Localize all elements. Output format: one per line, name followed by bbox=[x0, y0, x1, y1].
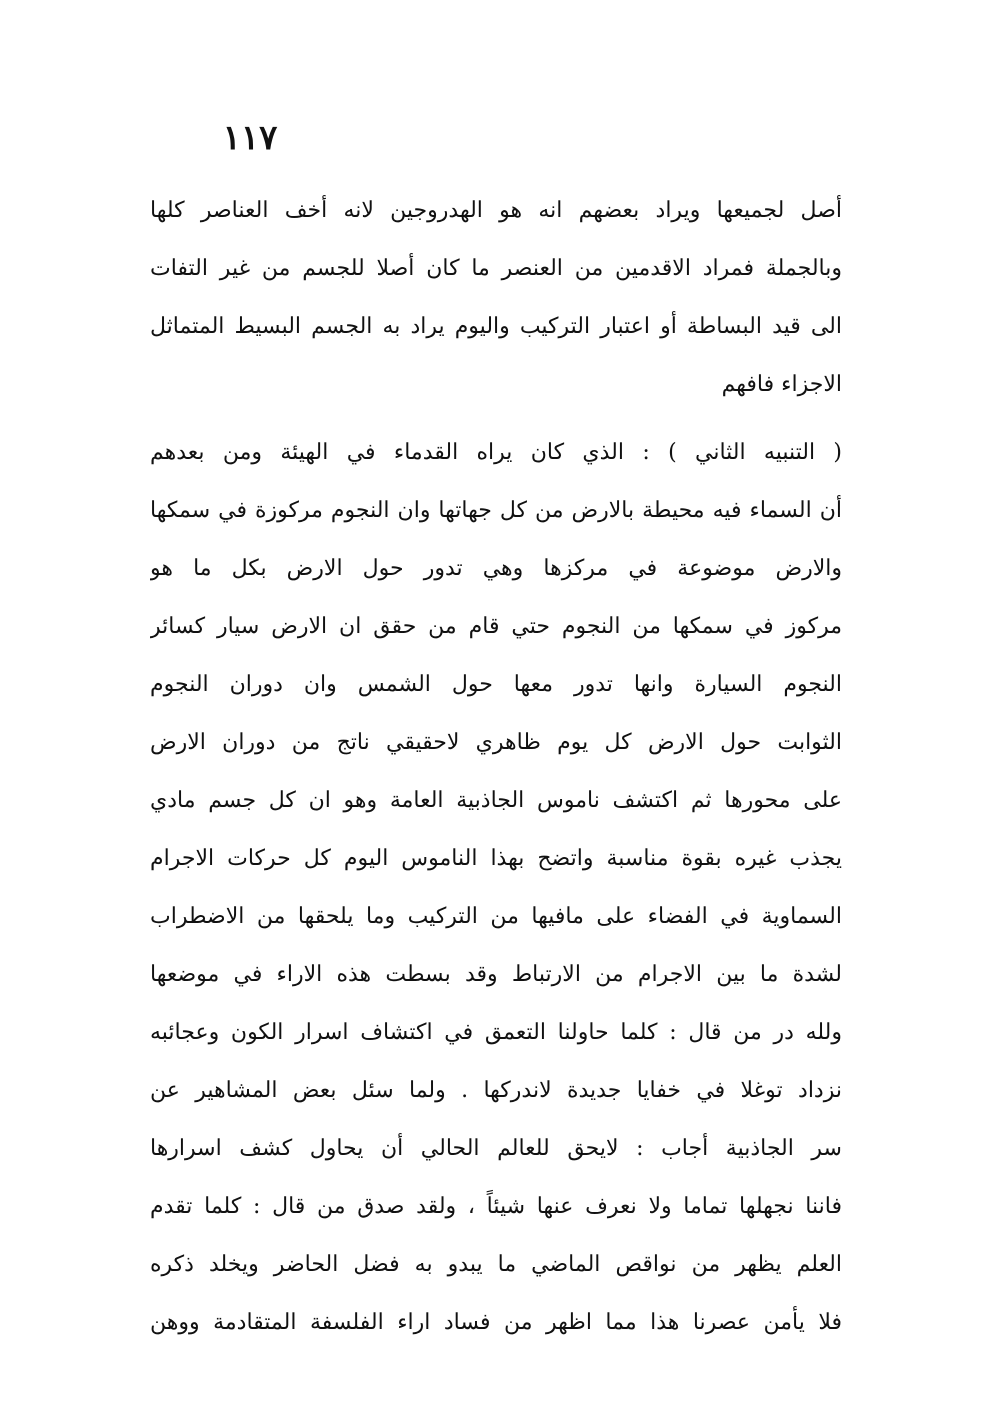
text-line: على محورها ثم اكتشف ناموس الجاذبية العامة وهو ان كل جسم مادي bbox=[150, 788, 842, 813]
text-line: والارض موضوعة في مركزها وهي تدور حول الارض بكل ما هو bbox=[150, 556, 842, 581]
text-line: الى قيد البساطة أو اعتبار التركيب واليوم يراد به الجسم البسيط المتماثل bbox=[150, 314, 842, 339]
paragraph-1 bbox=[150, 182, 842, 414]
paragraph-2 bbox=[150, 424, 842, 1352]
text-line: يجذب غيره بقوة مناسبة واتضح بهذا الناموس اليوم كل حركات الاجرام bbox=[150, 846, 842, 871]
text-line: أصل لجميعها ويراد بعضهم انه هو الهدروجين لانه أخف العناصر كلها bbox=[150, 198, 842, 223]
page-number: ١١٧ bbox=[222, 118, 278, 158]
text-line: مركوز في سمكها من النجوم حتي قام من حقق ان الارض سيار كسائر bbox=[150, 614, 842, 639]
text-line: سر الجاذبية أجاب : لايحق للعالم الحالي أن يحاول كشف اسرارها bbox=[150, 1136, 842, 1161]
text-line: لشدة ما بين الاجرام من الارتباط وقد بسطت هذه الاراء في موضعها bbox=[150, 962, 842, 987]
text-line: الاجزاء فافهم bbox=[721, 372, 842, 397]
text-line: ولله در من قال : كلما حاولنا التعمق في اكتشاف اسرار الكون وعجائبه bbox=[150, 1020, 842, 1045]
text-line: ( التنبيه الثاني ) : الذي كان يراه القدماء في الهيئة ومن بعدهم bbox=[150, 440, 842, 465]
text-line: وبالجملة فمراد الاقدمين من العنصر ما كان أصلا للجسم من غير التفات bbox=[150, 256, 842, 281]
text-line: السماوية في الفضاء على مافيها من التركيب وما يلحقها من الاضطراب bbox=[150, 904, 842, 929]
text-line: فلا يأمن عصرنا هذا مما اظهر من فساد اراء الفلسفة المتقادمة ووهن bbox=[150, 1310, 842, 1335]
text-line: الثوابت حول الارض كل يوم ظاهري لاحقيقي ناتج من دوران الارض bbox=[150, 730, 842, 755]
text-line: أن السماء فيه محيطة بالارض من كل جهاتها وان النجوم مركوزة في سمكها bbox=[150, 498, 842, 523]
text-line: فاننا نجهلها تماما ولا نعرف عنها شيئاً ، ولقد صدق من قال : كلما تقدم bbox=[150, 1194, 842, 1219]
body-text bbox=[150, 182, 842, 1352]
text-line: العلم يظهر من نواقص الماضي ما يبدو به فضل الحاضر ويخلد ذكره bbox=[150, 1252, 842, 1277]
text-line: النجوم السيارة وانها تدور معها حول الشمس وان دوران النجوم bbox=[150, 672, 842, 697]
text-line: نزداد توغلا في خفايا جديدة لاندركها . ولما سئل بعض المشاهير عن bbox=[150, 1078, 842, 1103]
